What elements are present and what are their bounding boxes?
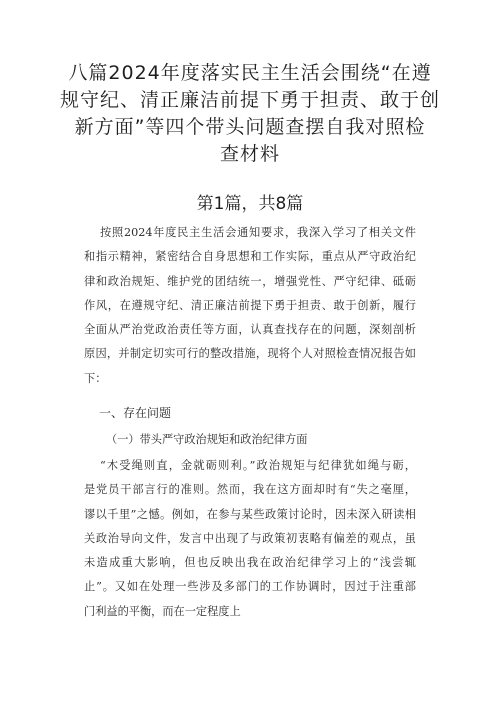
paragraph-line: 谬以千里”之憾。例如，在参与某些政策讨论时，因未深入研读相 — [84, 507, 416, 521]
title-line: 查材料 — [219, 143, 280, 165]
paragraph-line: 按照2024年度民主生活会通知要求，我深入学习了相关文件 — [100, 226, 416, 239]
title-line: 八篇2024年度落实民主生活会围绕“在遵 — [68, 62, 432, 84]
paragraph-line: 全面从严治党政治责任等方面，认真查找存在的问题，深刻剖析 — [84, 323, 416, 337]
paragraph-line: 是党员干部言行的准则。然而，我在这方面却时有“失之毫厘， — [84, 483, 416, 497]
paragraph-line: 未造成重大影响，但也反映出我在政治纪律学习上的“浅尝辄 — [84, 556, 416, 570]
part-label: 第1篇，共8篇 — [196, 194, 304, 214]
section-heading: 一、存在问题 — [99, 406, 172, 420]
section-paragraph — [84, 454, 416, 624]
paragraph-line: 律和政治规矩、维护党的团结统一，增强党性、严守纪律、砥砺 — [84, 274, 416, 288]
intro-paragraph — [84, 221, 416, 391]
title-line: 新方面”等四个带头问题查摆自我对照检 — [74, 116, 426, 138]
document-title — [60, 60, 440, 168]
paragraph-line: 作风，在遵规守纪、清正廉洁前提下勇于担责、敢于创新，履行 — [84, 298, 416, 312]
paragraph-line: 关政治导向文件，发言中出现了与政策初衷略有偏差的观点，虽 — [84, 531, 416, 545]
title-line: 规守纪、清正廉洁前提下勇于担责、敢于创 — [60, 89, 441, 111]
paragraph-line: 门利益的平衡，而在一定程度上 — [84, 604, 241, 618]
paragraph-line: 和指示精神，紧密结合自身思想和工作实际，重点从严守政治纪 — [84, 250, 416, 264]
paragraph-line: 下： — [84, 371, 107, 385]
paragraph-line: 止”。又如在处理一些涉及多部门的工作协调时，因过于注重部 — [84, 580, 416, 594]
paragraph-line: 原因，并制定切实可行的整改措施，现将个人对照检查情况报告如 — [84, 347, 416, 361]
subsection-heading: （一）带头严守政治规矩和政治纪律方面 — [106, 433, 308, 446]
paragraph-line: “木受绳则直，金就砺则利。”政治规矩与纪律犹如绳与砺， — [100, 459, 416, 472]
